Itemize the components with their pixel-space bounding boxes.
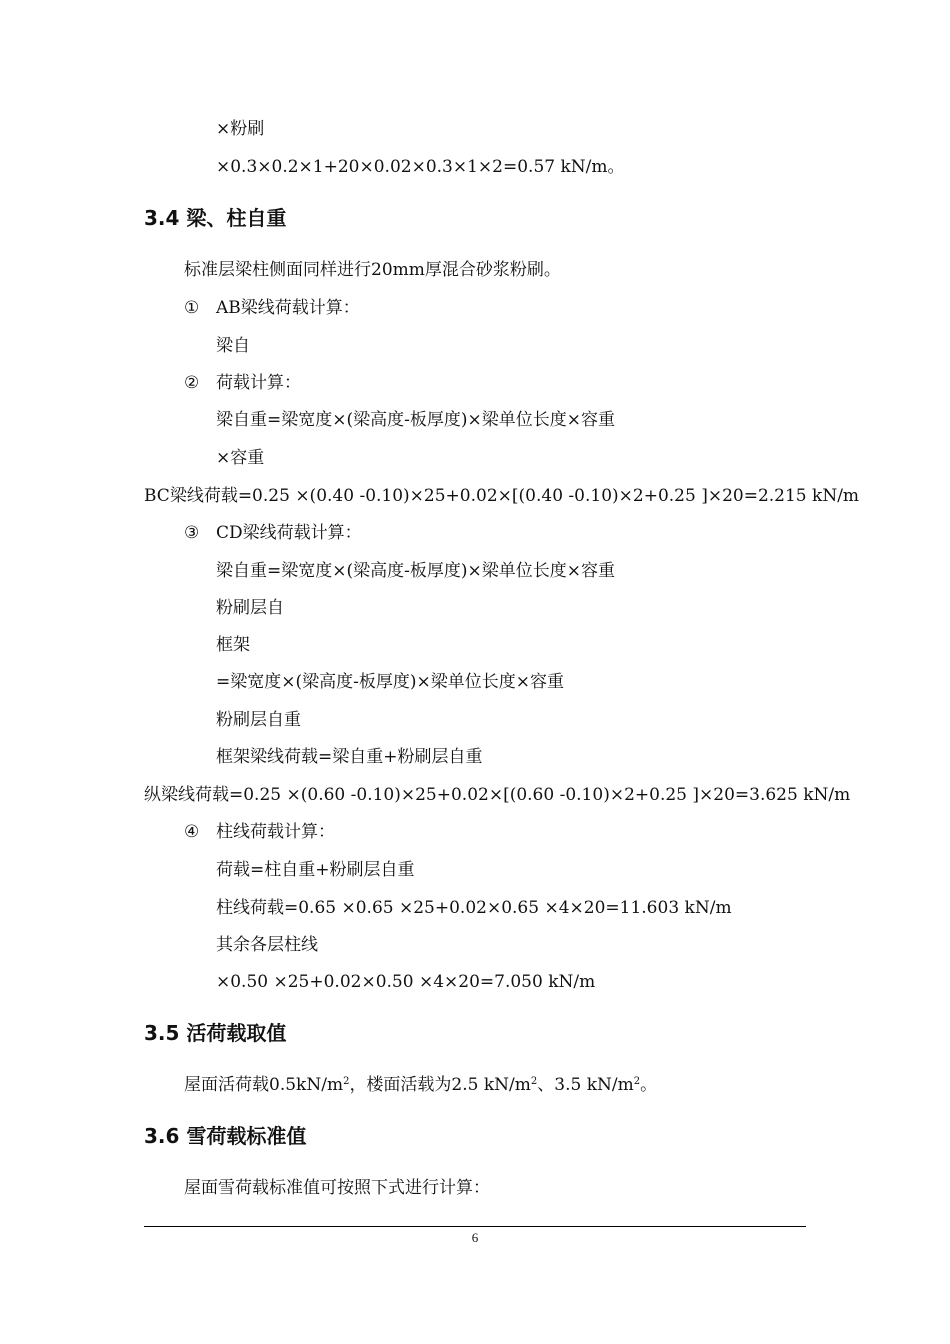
footer-divider: [144, 1226, 806, 1227]
text-run: ，楼面活载为2.5 kN/m: [349, 1075, 531, 1095]
list-item-text: 荷载计算：: [216, 373, 301, 393]
list-marker: ②: [184, 373, 200, 393]
superscript: 2: [633, 1076, 641, 1087]
list-marker: ③: [184, 523, 200, 543]
formula-line: BC梁线荷载=0.25 ×(0.40 -0.10)×25+0.02×[(0.40 -0.10)×2+0.25 ]×20=2.215 kN/m: [144, 486, 860, 506]
text-line: 其余各层柱线: [216, 935, 318, 955]
formula-line: 纵梁线荷载=0.25 ×(0.60 -0.10)×25+0.02×[(0.60 -0.10)×2+0.25 ]×20=3.625 kN/m: [144, 785, 851, 805]
list-item-text: CD梁线荷载计算：: [216, 523, 362, 543]
paragraph: 屋面雪荷载标准值可按照下式进行计算：: [184, 1178, 490, 1198]
text-line: 粉刷层自: [216, 598, 284, 618]
text-line: ×0.3×0.2×1+20×0.02×0.3×1×2=0.57 kN/m。: [216, 157, 625, 177]
formula-line: 梁自重=梁宽度×(梁高度-板厚度)×梁单位长度×容重: [216, 410, 615, 430]
section-heading-3-5: 3.5 活荷载取值: [144, 1021, 287, 1045]
superscript: 2: [343, 1076, 350, 1087]
list-item-text: 柱线荷载计算：: [216, 822, 335, 842]
text-run: 屋面活荷载0.5kN/m: [184, 1075, 344, 1095]
formula-line: 框架梁线荷载=梁自重+粉刷层自重: [216, 747, 483, 767]
formula-line: 梁自重=梁宽度×(梁高度-板厚度)×梁单位长度×容重: [216, 561, 615, 581]
section-heading-3-4: 3.4 梁、柱自重: [144, 206, 287, 230]
page-number: 6: [471, 1230, 479, 1245]
text-line: ×粉刷: [216, 119, 265, 139]
formula-line: ×0.50 ×25+0.02×0.50 ×4×20=7.050 kN/m: [216, 972, 596, 992]
paragraph-live-load: [184, 1074, 657, 1096]
text-run: 、3.5 kN/m: [537, 1075, 634, 1095]
superscript: 2: [530, 1076, 538, 1087]
list-marker: ④: [184, 822, 200, 842]
text-line: ×容重: [216, 448, 265, 468]
formula-line: 荷载=柱自重+粉刷层自重: [216, 860, 415, 880]
formula-line: 柱线荷载=0.65 ×0.65 ×25+0.02×0.65 ×4×20=11.603 kN/m: [216, 898, 732, 918]
text-line: 梁自: [216, 336, 250, 356]
list-marker: ①: [184, 298, 200, 318]
text-line: 粉刷层自重: [216, 710, 301, 730]
paragraph: 标准层梁柱侧面同样进行20mm厚混合砂浆粉刷。: [184, 260, 561, 280]
list-item-text: AB梁线荷载计算：: [216, 298, 360, 318]
text-run: 。: [640, 1075, 658, 1095]
formula-line: =梁宽度×(梁高度-板厚度)×梁单位长度×容重: [216, 672, 564, 692]
section-heading-3-6: 3.6 雪荷载标准值: [144, 1124, 307, 1148]
text-line: 框架: [216, 635, 250, 655]
